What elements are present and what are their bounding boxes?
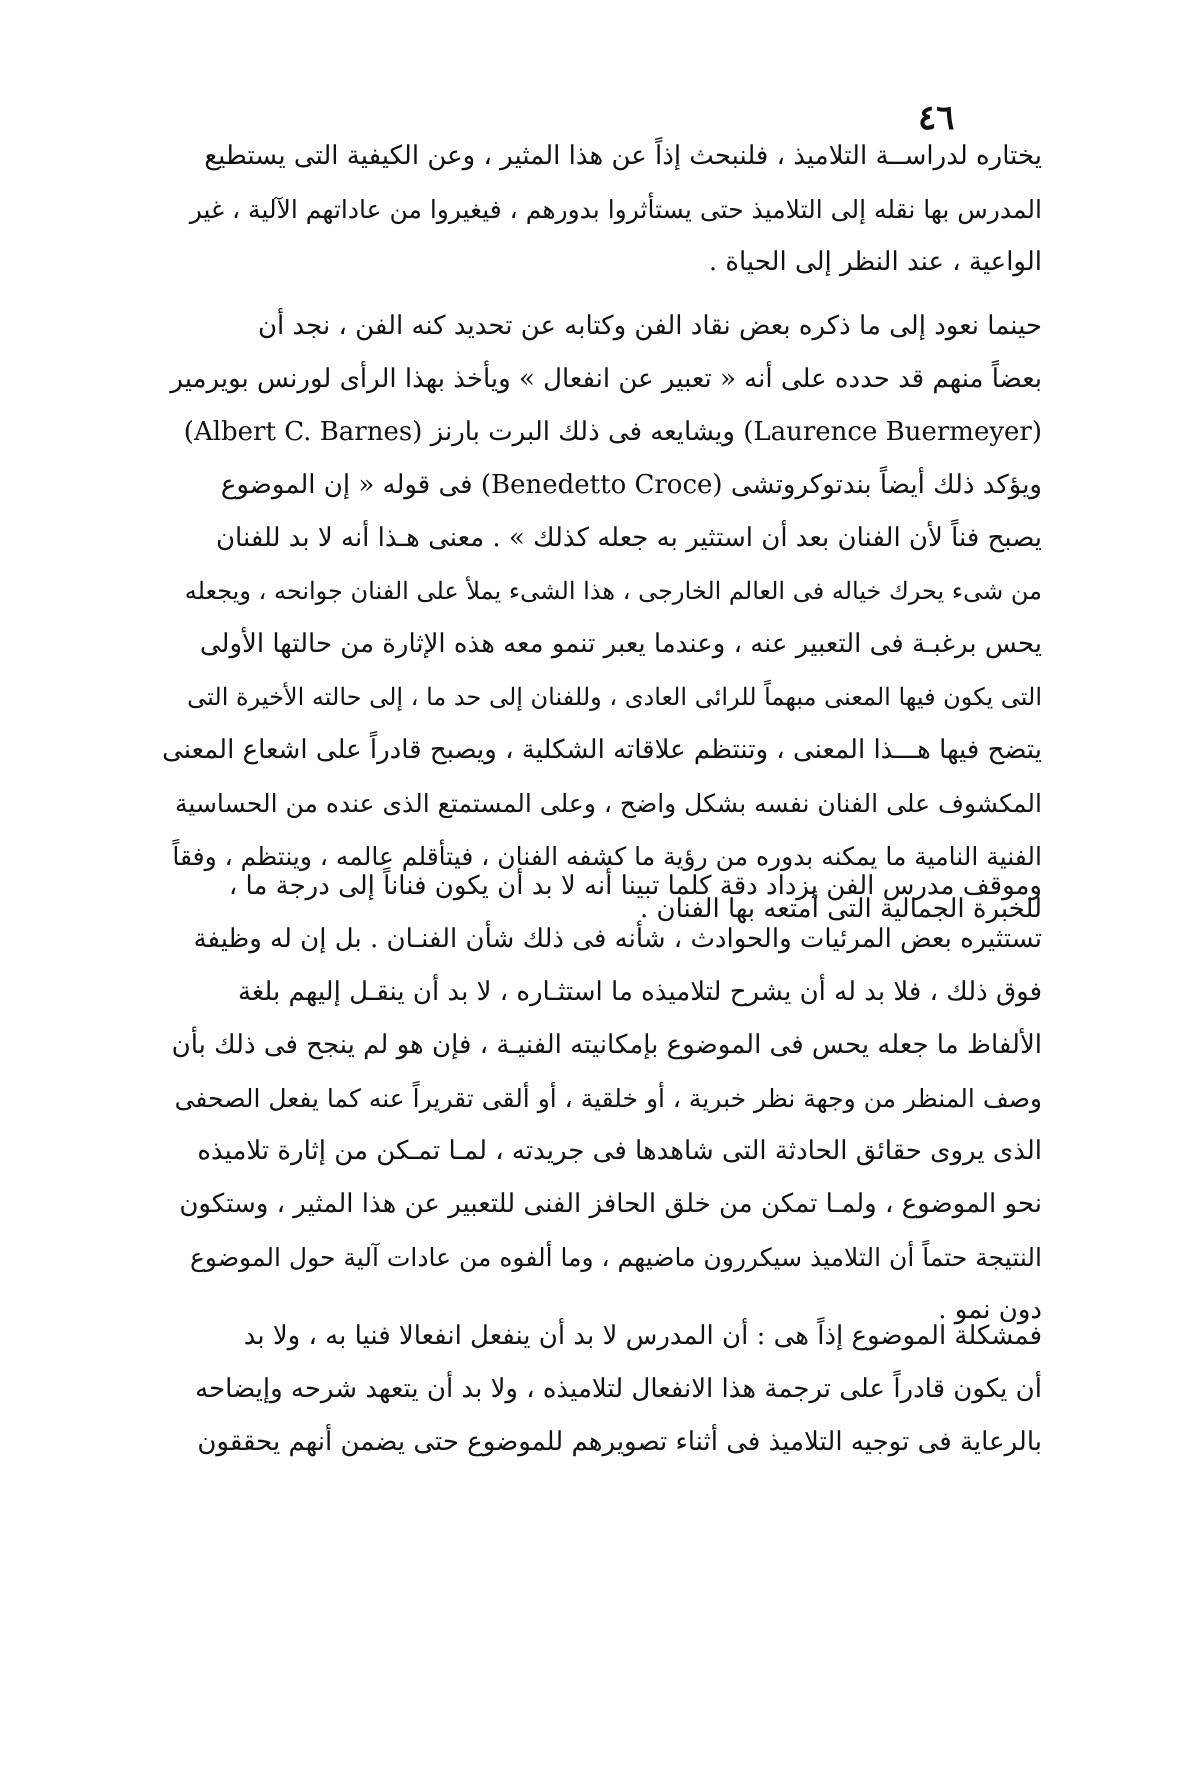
text-line: الواعية ، عند النظر إلى الحياة .: [708, 247, 1042, 277]
paragraph-1: [160, 130, 1042, 289]
text-line: وموقف مدرس الفن يزداد دقة كلما تبينا أنه لا بد أن يكون فناناً إلى درجة ما ،: [228, 871, 1042, 901]
text-line: للخبرة الجمالية التى أمتعه بها الفنان .: [639, 894, 1042, 924]
text-line: تستثيره بعض المرئيات والحوادث ، شأنه فى ذلك شأن الفنـان . بل إن له وظيفة: [193, 924, 1042, 954]
text-line: حينما نعود إلى ما ذكره بعض نقاد الفن وكتابه عن تحديد كنه الفن ، نجد أن: [257, 311, 1042, 341]
text-line: يتضح فيها هـــذا المعنى ، وتنتظم علاقاته الشكلية ، ويصبح قادراً على اشعاع المعنى: [162, 735, 1042, 765]
text-line: يصبح فناً لأن الفنان بعد أن استثير به جعله كذلك » . معنى هـذا أنه لا بد للفنان: [215, 523, 1042, 553]
text-line: الذى يروى حقائق الحادثة التى شاهدها فى جريدته ، لمـا تمـكن من إثارة تلاميذه: [197, 1136, 1042, 1166]
text-line: من شىء يحرك خياله فى العالم الخارجى ، هذا الشىء يملأ على الفنان جوانحه ، ويجعله: [184, 577, 1042, 605]
page-number: ٤٦: [918, 98, 955, 138]
text-line: بالرعاية فى توجيه التلاميذ فى أثناء تصويرهم للموضوع حتى يضمن أنهم يحققون: [197, 1427, 1042, 1457]
text-line: المدرس بها نقله إلى التلاميذ حتى يستأثروا بدورهم ، فيغيروا من عاداتهم الآلية ، غير: [189, 195, 1042, 224]
text-line: أن يكون قادراً على ترجمة هذا الانفعال لتلاميذه ، ولا بد أن يتعهد شرحه وإيضاحه: [195, 1374, 1042, 1404]
text-line: المكشوف على الفنان نفسه بشكل واضح ، وعلى المستمتع الذى عنده من الحساسية: [175, 789, 1042, 818]
text-line: دون نمو .: [938, 1295, 1042, 1325]
text-line: (Laurence Buermeyer) ويشايعه فى ذلك البرت بارنز (Albert C. Barnes): [183, 417, 1042, 447]
text-line: التى يكون فيها المعنى مبهماً للرائى العادى ، وللفنان إلى حد ما ، إلى حالته الأخيرة التى: [187, 683, 1042, 711]
text-line: يحس برغبـة فى التعبير عنه ، وعندما يعبر تنمو معه هذه الإثارة من حالتها الأولى: [199, 629, 1042, 659]
text-line: بعضاً منهم قد حدده على أنه « تعبير عن انفعال » ويأخذ بهذا الرأى لورنس بويرمير: [170, 364, 1042, 394]
text-line: ويؤكد ذلك أيضاً بندتوكروتشى (Benedetto Croce) فى قوله « إن الموضوع: [220, 470, 1042, 500]
text-line: الفنية النامية ما يمكنه بدوره من رؤية ما كشفه الفنان ، فيتأقلم عالمه ، وينتظم ، وفقاً: [172, 842, 1042, 871]
text-line: النتيجة حتماً أن التلاميذ سيكررون ماضيهم ، وما ألفوه من عادات آلية حول الموضوع: [189, 1243, 1042, 1272]
text-line: فوق ذلك ، فلا بد له أن يشرح لتلاميذه ما استثـاره ، لا بد أن ينقـل إليهم بلغة: [237, 977, 1042, 1007]
text-line: الألفاظ ما جعله يحس فى الموضوع بإمكانيته الفنيـة ، فإن هو لم ينجح فى ذلك بأن: [171, 1030, 1042, 1060]
paragraph-3: [160, 860, 1042, 1337]
text-line: فمشكلة الموضوع إذاً هى : أن المدرس لا بد أن ينفعل انفعالا فنيا به ، ولا بد: [243, 1321, 1042, 1351]
paragraph-2: [160, 300, 1042, 936]
text-line: وصف المنظر من وجهة نظر خبرية ، أو خلقية ، أو ألقى تقريراً عنه كما يفعل الصحفى: [174, 1084, 1042, 1113]
text-line: نحو الموضوع ، ولمـا تمكن من خلق الحافز الفنى للتعبير عن هذا المثير ، وستكون: [179, 1189, 1042, 1219]
text-line: يختاره لدراســة التلاميذ ، فلنبحث إذاً عن هذا المثير ، وعن الكيفية التى يستطيع: [204, 141, 1042, 171]
paragraph-4: [160, 1310, 1042, 1469]
